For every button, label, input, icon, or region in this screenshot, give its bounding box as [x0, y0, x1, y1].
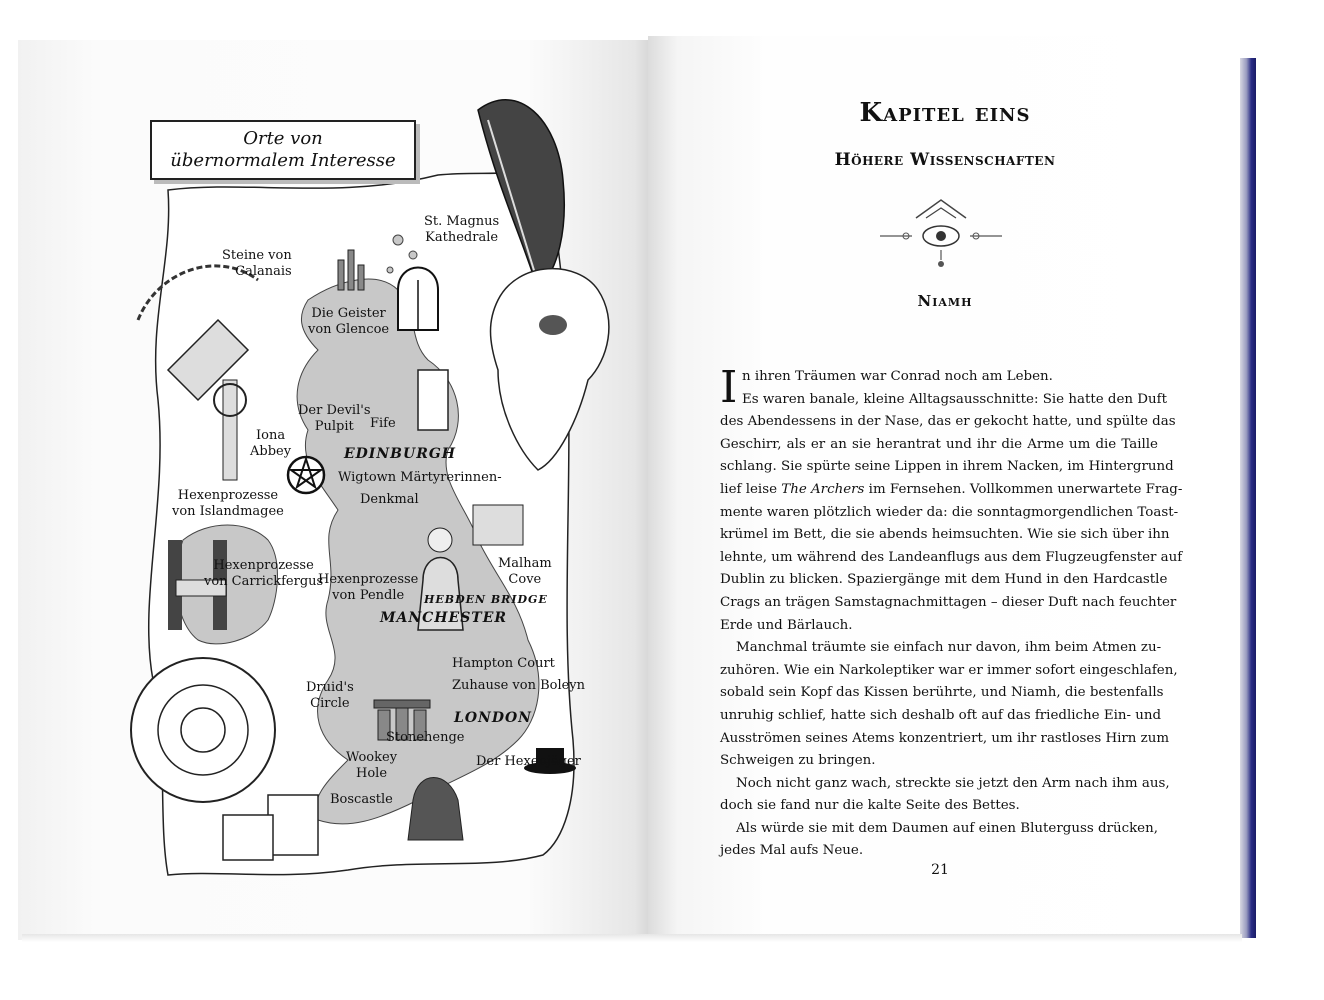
label-boscastle: Boscastle	[330, 792, 393, 807]
label-der-hexenjaeger: Der Hexenjäger	[476, 754, 581, 769]
celtic-cross-icon	[223, 380, 237, 480]
label-denkmal: Denkmal	[360, 492, 419, 507]
castle-icon	[268, 795, 318, 855]
text-line: Erde und Bärlauch.	[720, 617, 853, 633]
label-iona-abbey: Iona Abbey	[250, 428, 292, 459]
label-edinburgh: EDINBURGH	[344, 446, 457, 462]
text-line: mente waren plötzlich wieder da: die sonntagmorgendlichen Toast-	[720, 504, 1179, 520]
label-hexenprozesse-islandmagee: Hexenprozesse von Islandmagee	[172, 488, 284, 519]
text-line: lehnte, um während des Landeanflugs aus dem Flugzeugfenster auf	[720, 549, 1183, 565]
page-number: 21	[931, 862, 949, 878]
label-zuhause-von-boleyn: Zuhause von Boleyn	[452, 678, 586, 693]
text-line: schlang. Sie spürte seine Lippen in ihrem Nacken, im Hintergrund	[720, 459, 1174, 475]
text-line: Es waren banale, kleine Alltagsausschnitte: Sie hatte den Duft	[742, 391, 1167, 407]
malham-cove-icon	[473, 505, 523, 545]
label-wigtown: Wigtown Märtyrerinnen-	[338, 470, 502, 485]
label-druids-circle: Druid's Circle	[306, 680, 354, 711]
rose-icon	[131, 658, 275, 802]
text-line: unruhig schlief, hatte sich deshalb oft auf das friedliche Ein- und	[720, 707, 1162, 723]
label-hexenprozesse-carrickfergus: Hexenprozesse von Carrickfergus	[204, 558, 324, 589]
text-line: n ihren Träumen war Conrad noch am Leben.	[742, 369, 1053, 384]
text-line: jedes Mal aufs Neue.	[720, 843, 864, 859]
label-manchester: MANCHESTER	[380, 610, 508, 626]
text-line: Geschirr, als er an sie herantrat und ihr die Arme um die Taille	[720, 436, 1158, 452]
calanais-stones-icon	[338, 260, 344, 290]
label-hampton-court: Hampton Court	[452, 656, 555, 671]
chapter-body-text	[720, 362, 1183, 863]
text-line: Schweigen zu bringen.	[720, 753, 876, 769]
label-london: LONDON	[454, 710, 532, 726]
pov-character-heading: Niamh	[917, 292, 973, 310]
text-line: Als würde sie mit dem Daumen auf einen Bluterguss drücken,	[736, 820, 1158, 836]
text-line: Ausströmen seines Atems konzentriert, um ihr rastloses Hirn zum	[720, 730, 1170, 746]
map-title	[150, 120, 416, 180]
label-wookey-hole: Wookey Hole	[346, 750, 398, 781]
label-devils-pulpit: Der Devil's Pulpit	[298, 403, 371, 434]
label-st-magnus: St. Magnus Kathedrale	[424, 214, 500, 245]
text-line: Crags an trägen Samstagnachmittagen – dieser Duft nach feuchter	[720, 594, 1177, 610]
pentagram-icon	[288, 457, 324, 493]
text-line: krümel im Bett, die sie abends heimsuchten. Wie sie sich über ihn	[720, 527, 1170, 543]
chapter-subtitle: Höhere Wissenschaften	[834, 150, 1056, 170]
text-line: sobald sein Kopf das Kissen berührte, und Niamh, die bestenfalls	[720, 685, 1164, 701]
map-title-line2: übernormalem Interesse	[170, 150, 396, 171]
label-fife: Fife	[370, 416, 396, 431]
fife-tower-icon	[418, 370, 448, 430]
label-malham-cove: Malham Cove	[498, 556, 552, 587]
text-line: zuhören. Wie ein Narkoleptiker war er immer sofort eingeschlafen,	[720, 662, 1178, 678]
page-block-edge	[1240, 58, 1256, 938]
map-title-line1: Orte von	[243, 128, 323, 149]
drop-cap: I	[720, 362, 738, 413]
label-stonehenge: Stonehenge	[386, 730, 465, 745]
text-line: des Abendessens in der Nase, das er gekocht hatte, und spülte das	[720, 414, 1176, 430]
text-line: Manchmal träumte sie einfach nur davon, ihm beim Atmen zu-	[736, 640, 1162, 656]
eye-ornament-icon	[876, 196, 1006, 272]
label-hexenprozesse-pendle: Hexenprozesse von Pendle	[318, 572, 419, 603]
chapter-title: Kapitel eins	[859, 98, 1031, 128]
label-steine-von-calanais: Steine von Calanais	[222, 248, 292, 279]
text-line: Dublin zu blicken. Spaziergänge mit dem Hund in den Hardcastle	[720, 572, 1168, 588]
label-geister-von-glencoe: Die Geister von Glencoe	[308, 306, 390, 337]
text-line-mixed: lief leise The Archers im Fernsehen. Vollkommen unerwartete Frag-	[720, 481, 1183, 497]
text-line: Noch nicht ganz wach, streckte sie jetzt den Arm nach ihm aus,	[736, 775, 1170, 791]
text-line: doch sie fand nur die kalte Seite des Bettes.	[720, 798, 1020, 814]
label-hebden-bridge: HEBDEN BRIDGE	[424, 593, 548, 606]
